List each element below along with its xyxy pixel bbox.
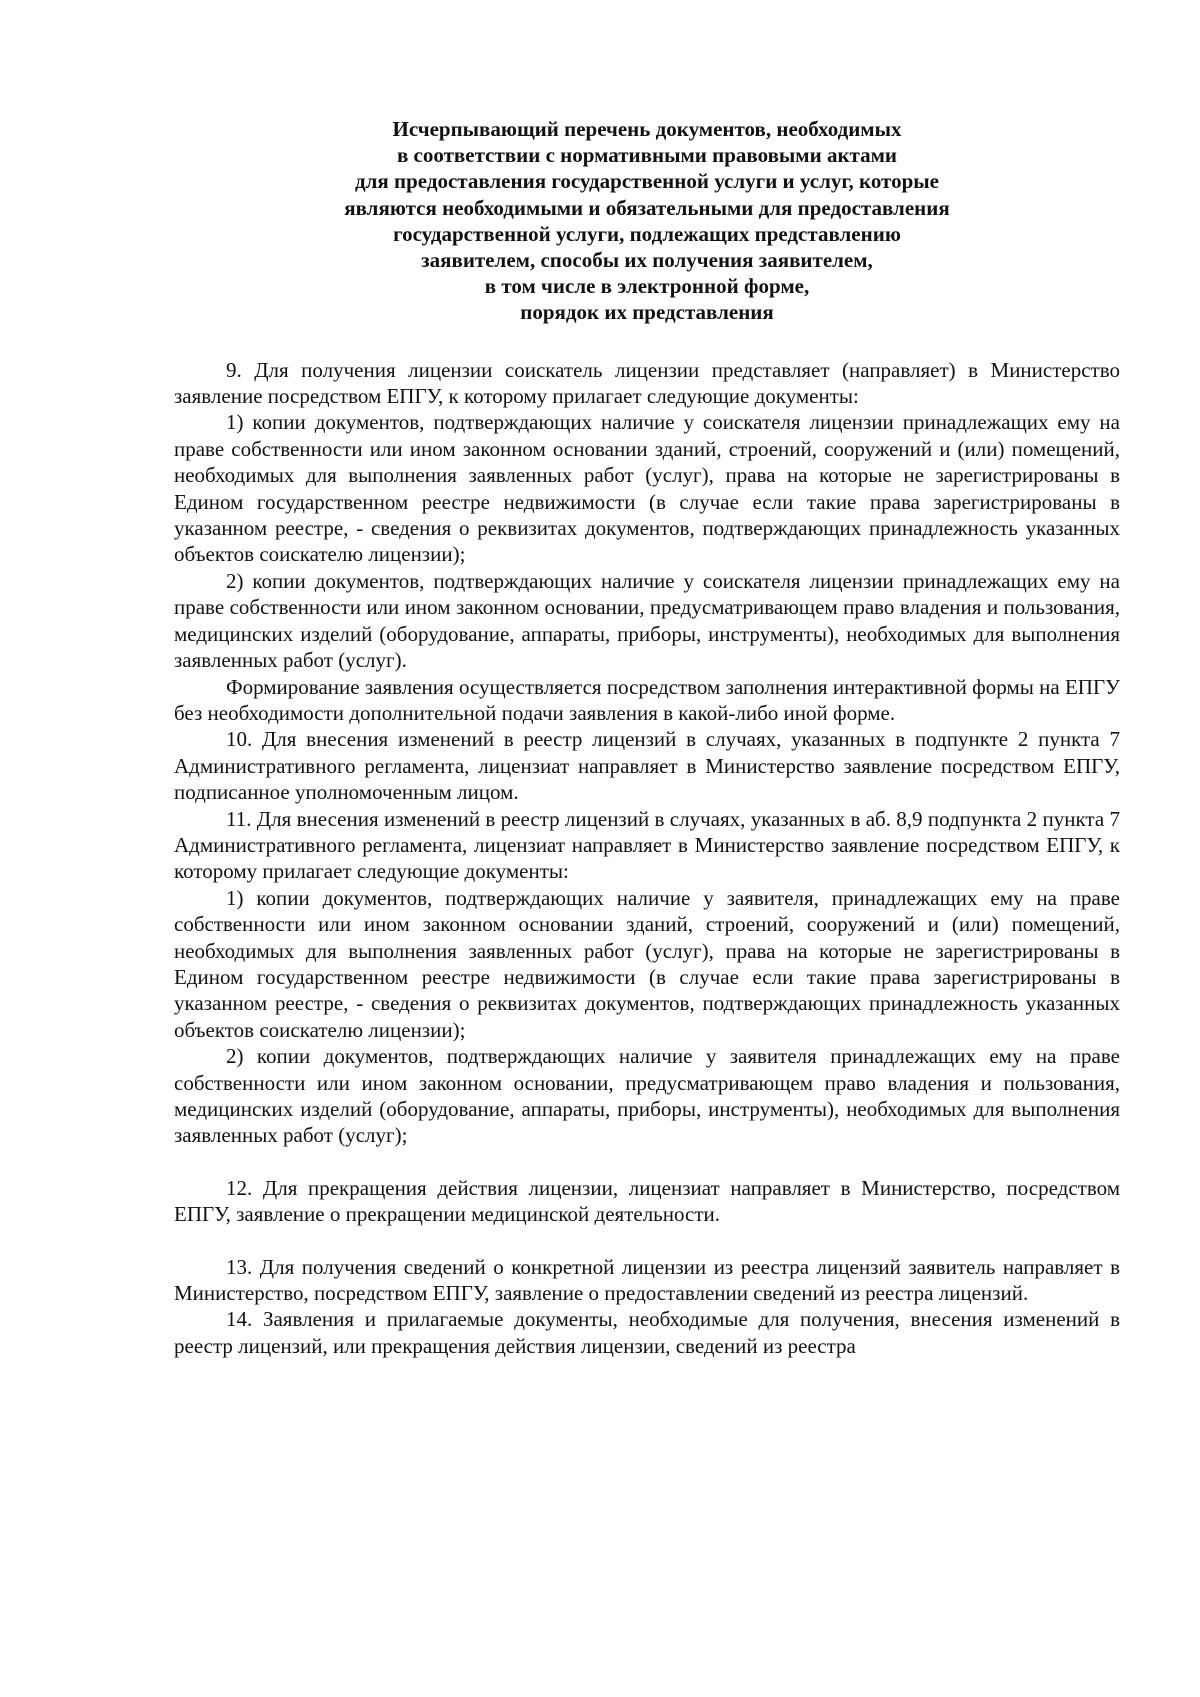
paragraph-11-item-1: 1) копии документов, подтверждающих наличие у заявителя, принадлежащих ему на праве собственности или ином законном основании зданий, строений, сооружений и (или) помещений, необходимых для выполнения заявленных работ (услуг), права на которые не зарегистрированы в Едином государственном реестре недвижимости (в случае если такие права зарегистрированы в указанном реестре, - сведения о реквизитах документов, подтверждающих принадлежность указанных объектов соискателю лицензии); [174,885,1120,1042]
title-line: порядок их представления [520,300,774,325]
document-page [174,116,1120,1359]
title-line: в том числе в электронной форме, [484,274,810,299]
paragraph-13: 13. Для получения сведений о конкретной лицензии из реестра лицензий заявитель направляет в Министерство, посредством ЕПГУ, заявление о предоставлении сведений из реестра лицензий. [174,1254,1120,1306]
title-line: в соответствии с нормативными правовыми актами [396,143,898,168]
title-line: заявителем, способы их получения заявителем, [421,248,873,273]
paragraph-form-note: Формирование заявления осуществляется посредством заполнения интерактивной формы на ЕПГУ без необходимости дополнительной подачи заявления в какой-либо иной форме. [174,674,1120,725]
paragraph-14: 14. Заявления и прилагаемые документы, необходимые для получения, внесения изменений в реестр лицензий, или прекращения действия лицензии, сведений из реестра [174,1307,1120,1358]
title-line: Исчерпывающий перечень документов, необходимых [392,117,902,141]
paragraph-12: 12. Для прекращения действия лицензии, лицензиат направляет в Министерство, посредством ЕПГУ, заявление о прекращении медицинской деятельности. [174,1175,1120,1227]
paragraph-10: 10. Для внесения изменений в реестр лицензий в случаях, указанных в подпункте 2 пункта 7 Административного регламента, лицензиат направляет в Министерство заявление посредством ЕПГУ, подписанное уполномоченным лицом. [174,727,1120,805]
title-line: являются необходимыми и обязательными для предоставления [344,195,950,220]
document-body [174,357,1120,1360]
paragraph-11: 11. Для внесения изменений в реестр лицензий в случаях, указанных в аб. 8,9 подпункта 2 пункта 7 Административного регламента, лицензиат направляет в Министерство заявление посредством ЕПГУ, к которому прилагает следующие документы: [174,806,1120,884]
title-line: государственной услуги, подлежащих представлению [393,221,901,246]
paragraph-9-item-1: 1) копии документов, подтверждающих наличие у соискателя лицензии принадлежащих ему на праве собственности или ином законном основании зданий, строений, сооружений и (или) помещений, необходимых для выполнения заявленных работ (услуг), права на которые не зарегистрированы в Едином государственном реестре недвижимости (в случае если такие права зарегистрированы в указанном реестре, - сведения о реквизитах документов, подтверждающих принадлежность указанных объектов соискателю лицензии); [174,410,1120,567]
paragraph-9: 9. Для получения лицензии соискатель лицензии представляет (направляет) в Министерство заявление посредством ЕПГУ, к которому прилагает следующие документы: [174,357,1120,409]
document-title [174,116,1120,326]
paragraph-11-item-2: 2) копии документов, подтверждающих наличие у заявителя принадлежащих ему на праве собственности или ином законном основании, предусматривающем право владения и пользования, медицинских изделий (оборудование, аппараты, приборы, инструменты), необходимых для выполнения заявленных работ (услуг); [174,1044,1120,1148]
paragraph-9-item-2: 2) копии документов, подтверждающих наличие у соискателя лицензии принадлежащих ему на праве собственности или ином законном основании, предусматривающем право владения и пользования, медицинских изделий (оборудование, аппараты, приборы, инструменты), необходимых для выполнения заявленных работ (услуг). [174,568,1120,673]
title-line: для предоставления государственной услуги и услуг, которые [354,169,939,194]
